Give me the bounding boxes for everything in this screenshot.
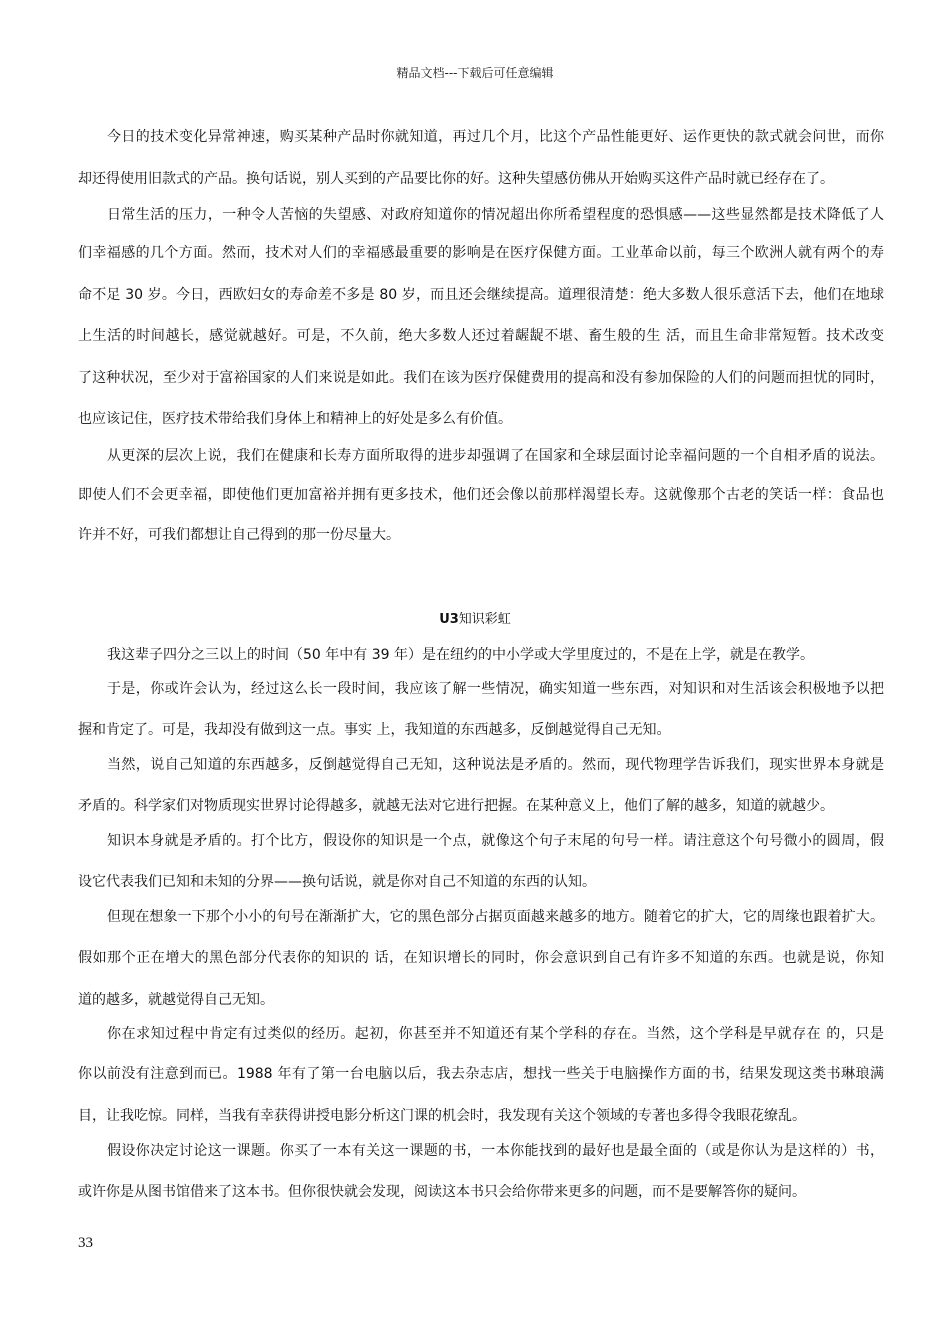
paragraph-line: 设它代表我们已知和未知的分界——换句话说，就是你对自己不知道的东西的认知。 (78, 874, 596, 890)
paragraph-line: 或许你是从图书馆借来了这本书。但你很快就会发现，阅读这本书只会给你带来更多的问题，而不是要解答你的疑问。 (78, 1184, 806, 1200)
section-title-text: 知识彩虹 (458, 612, 511, 627)
paragraph-line: 我这辈子四分之三以上的时间（50 年中有 39 年）是在纽约的中小学或大学里度过的，不是在上学，就是在教学。 (107, 647, 814, 663)
page-number: 33 (78, 1235, 93, 1251)
paragraph-line: 上生活的时间越长，感觉就越好。可是，不久前，绝大多数人还过着龌龊不堪、畜生般的生 活，而且生命非常短暂。技术改变 (78, 328, 884, 344)
paragraph-line: 了这种状况，至少对于富裕国家的人们来说是如此。我们在该为医疗保健费用的提高和没有参加保险的人们的问题而担忧的同时， (78, 370, 884, 386)
paragraph-line: 矛盾的。科学家们对物质现实世界讨论得越多，就越无法对它进行把握。在某种意义上，他们了解的越多，知道的就越少。 (78, 798, 834, 814)
page-header: 精品文档---下载后可任意编辑 (396, 66, 554, 80)
section-title (0, 610, 950, 630)
paragraph-line: 日常生活的压力，一种令人苦恼的失望感、对政府知道你的情况超出你所希望程度的恐惧感——这些显然都是技术降低了人 (107, 207, 884, 223)
paragraph-line: 目，让我吃惊。同样，当我有幸获得讲授电影分析这门课的机会时，我发现有关这个领域的专著也多得令我眼花缭乱。 (78, 1108, 806, 1124)
paragraph-line: 你在求知过程中肯定有过类似的经历。起初，你甚至并不知道还有某个学科的存在。当然，这个学科是早就存在 的，只是 (107, 1026, 884, 1042)
paragraph-line: 今日的技术变化异常神速，购买某种产品时你就知道，再过几个月，比这个产品性能更好、运作更快的款式就会问世，而你 (107, 129, 884, 145)
paragraph-line: 知识本身就是矛盾的。打个比方，假设你的知识是一个点，就像这个句子末尾的句号一样。请注意这个句号微小的圆周，假 (107, 833, 884, 849)
paragraph-line: 从更深的层次上说，我们在健康和长寿方面所取得的进步却强调了在国家和全球层面讨论幸福问题的一个自相矛盾的说法。 (107, 448, 884, 464)
paragraph-line: 握和肯定了。可是，我却没有做到这一点。事实 上，我知道的东西越多，反倒越觉得自己无知。 (78, 722, 671, 738)
paragraph-line: 也应该记住，医疗技术带给我们身体上和精神上的好处是多么有价值。 (78, 411, 512, 427)
paragraph-line: 你以前没有注意到而已。1988 年有了第一台电脑以后，我去杂志店，想找一些关于电脑操作方面的书，结果发现这类书琳琅满 (78, 1066, 884, 1082)
paragraph-line: 们幸福感的几个方面。然而，技术对人们的幸福感最重要的影响是在医疗保健方面。工业革命以前，每三个欧洲人就有两个的寿 (78, 245, 884, 261)
section-title-code: U3 (439, 612, 459, 627)
paragraph-line: 当然，说自己知道的东西越多，反倒越觉得自己无知，这种说法是矛盾的。然而，现代物理学告诉我们，现实世界本身就是 (107, 757, 884, 773)
paragraph-line: 却还得使用旧款式的产品。换句话说，别人买到的产品要比你的好。这种失望感仿佛从开始购买这件产品时就已经存在了。 (78, 171, 834, 187)
paragraph-line: 假如那个正在增大的黑色部分代表你的知识的 话，在知识增长的同时，你会意识到自己有许多不知道的东西。也就是说，你知 (78, 950, 884, 966)
paragraph-line: 许并不好，可我们都想让自己得到的那一份尽量大。 (78, 527, 400, 543)
paragraph-line: 即使人们不会更幸福，即使他们更加富裕并拥有更多技术，他们还会像以前那样渴望长寿。这就像那个古老的笑话一样：食品也 (78, 487, 884, 503)
paragraph-line: 命不足 30 岁。今日，西欧妇女的寿命差不多是 80 岁，而且还会继续提高。道理很清楚：绝大多数人很乐意活下去，他们在地球 (78, 287, 884, 303)
paragraph-line: 但现在想象一下那个小小的句号在渐渐扩大，它的黑色部分占据页面越来越多的地方。随着它的扩大，它的周缘也跟着扩大。 (107, 909, 884, 925)
paragraph-line: 假设你决定讨论这一课题。你买了一本有关这一课题的书，一本你能找到的最好也是最全面的（或是你认为是这样的）书， (107, 1143, 884, 1159)
paragraph-line: 于是，你或许会认为，经过这么长一段时间，我应该了解一些情况，确实知道一些东西，对知识和对生活该会积极地予以把 (107, 681, 884, 697)
paragraph-line: 道的越多，就越觉得自己无知。 (78, 992, 274, 1008)
